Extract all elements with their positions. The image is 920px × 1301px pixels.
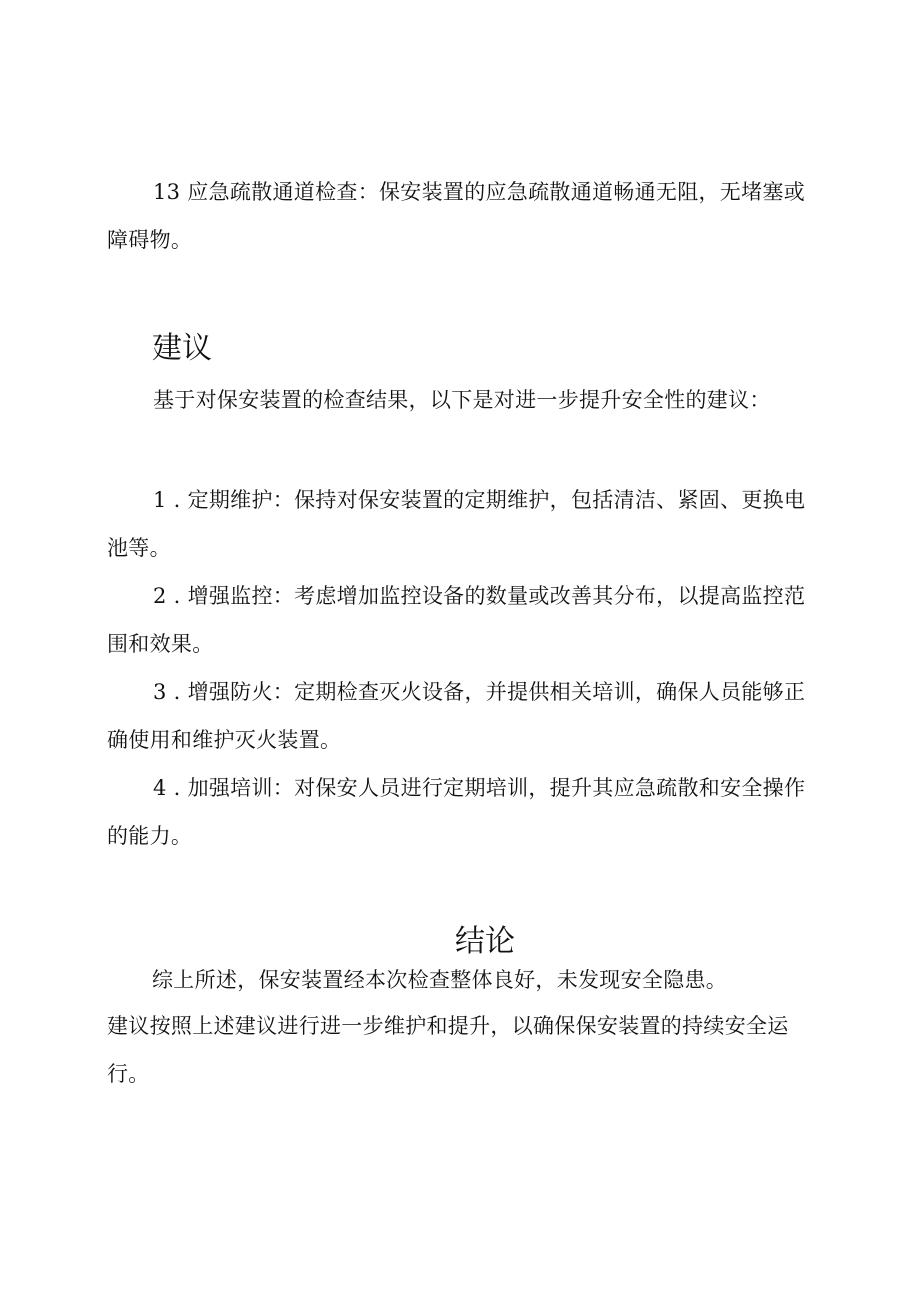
- item-13-emergency-exit-check: 13 应急疏散通道检查：保安装置的应急疏散通道畅通无阻，无堵塞或障碍物。: [107, 180, 805, 252]
- suggestion-item-1: 1 . 定期维护：保持对保安装置的定期维护，包括清洁、紧固、更换电池等。: [107, 488, 806, 560]
- suggestion-item-4: 4 . 加强培训：对保安人员进行定期培训，提升其应急疏散和安全操作的能力。: [107, 776, 806, 848]
- conclusion-line-2: 建议按照上述建议进行进一步维护和提升，以确保保安装置的持续安全运行。: [107, 1014, 789, 1086]
- conclusion-heading: 结论: [455, 924, 515, 959]
- suggestion-item-3: 3 . 增强防火：定期检查灭火设备，并提供相关培训，确保人员能够正确使用和维护灭火装置。: [107, 680, 806, 752]
- suggestions-intro: 基于对保安装置的检查结果，以下是对进一步提升安全性的建议：: [153, 388, 771, 412]
- suggestions-heading: 建议: [152, 331, 212, 366]
- conclusion-line-1: 综上所述，保安装置经本次检查整体良好，未发现安全隐患。: [152, 968, 728, 992]
- suggestion-item-2: 2 . 增强监控：考虑增加监控设备的数量或改善其分布，以提高监控范围和效果。: [107, 584, 806, 656]
